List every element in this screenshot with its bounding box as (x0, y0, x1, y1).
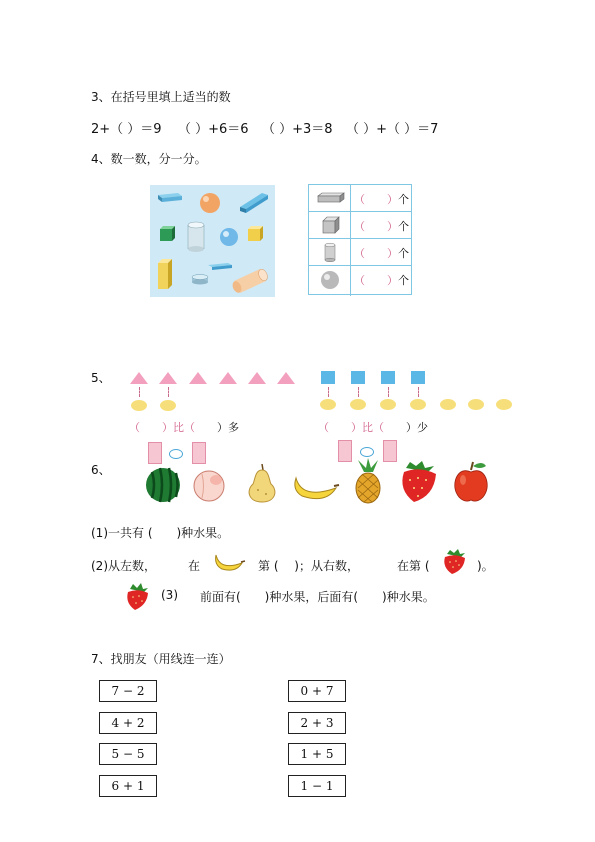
watermelon-icon (146, 468, 180, 502)
match-left-item[interactable]: 6 + 1 (99, 775, 157, 797)
dashed-link (418, 387, 419, 397)
square-shape (351, 371, 365, 384)
square-shape (411, 371, 425, 384)
pear-icon (249, 464, 275, 502)
triangle-shape (277, 372, 295, 384)
dashed-link (388, 387, 389, 397)
q6-line3-b: 前面有( )种水果，后面有( )种水果。 (200, 590, 435, 604)
q5-left-open: （ (129, 421, 140, 434)
count-unit: 个 (398, 193, 409, 206)
peach-icon (194, 471, 224, 501)
cuboid-shape (208, 263, 232, 270)
triangle-shape (248, 372, 266, 384)
q6-label: 6、 (91, 463, 111, 477)
sphere-icon (312, 269, 348, 289)
triangle-shape (130, 372, 148, 384)
dashed-link (139, 387, 140, 397)
q5-label: 5、 (91, 371, 111, 385)
q5-left-bi: ）比（ (162, 421, 195, 434)
oval-shape (320, 399, 336, 410)
oval-shape (131, 400, 147, 411)
oval-shape (350, 399, 366, 410)
strawberry-icon (402, 461, 436, 502)
q5-right-group (318, 370, 518, 420)
match-right-item[interactable]: 2 + 3 (288, 712, 346, 734)
q5-right-sentence (318, 419, 428, 435)
cylinder-shape (192, 275, 208, 285)
cuboid-shape (158, 259, 172, 289)
q3-title: 3、在括号里填上适当的数 (91, 90, 231, 104)
q5-left-sentence (129, 419, 239, 435)
q6-line2-c: 第 ( )；从右数， (258, 559, 359, 573)
compare-circle[interactable] (360, 447, 374, 457)
square-shape (321, 371, 335, 384)
triangle-shape (189, 372, 207, 384)
square-shape (381, 371, 395, 384)
cuboid-shape (158, 193, 182, 202)
fruit-row (142, 458, 492, 504)
banana-icon (214, 549, 246, 573)
cylinder-shape (188, 222, 204, 252)
count-row-sphere (308, 265, 412, 295)
match-left-item[interactable]: 4 + 2 (99, 712, 157, 734)
banana-icon (295, 478, 339, 499)
count-row-cylinder (308, 238, 412, 265)
oval-shape (160, 400, 176, 411)
cuboid-icon (312, 188, 348, 208)
match-right-item[interactable]: 1 + 5 (288, 743, 346, 765)
oval-shape (440, 399, 456, 410)
count-unit: 个 (398, 220, 409, 233)
count-blank[interactable]: （ ） (354, 220, 398, 233)
q5-left-duo: ）多 (217, 421, 239, 434)
q6-line2-e: )。 (477, 559, 494, 573)
count-blank[interactable]: （ ） (354, 247, 398, 260)
q6-line2-a: (2)从左数， (91, 559, 156, 573)
shapes-panel (150, 185, 275, 297)
count-blank[interactable]: （ ） (354, 274, 398, 287)
q6-line2-d: 在第 ( (397, 559, 430, 573)
cube-icon (312, 215, 348, 235)
cuboid-shape (240, 193, 268, 213)
strawberry-icon (441, 549, 467, 575)
q6-line3-a: (3) (161, 588, 178, 602)
oval-shape (380, 399, 396, 410)
pineapple-icon (356, 458, 380, 503)
dashed-link (328, 387, 329, 397)
q5-right-open: （ (318, 421, 329, 434)
match-right-item[interactable]: 0 + 7 (288, 680, 346, 702)
q3-equation-1: 2+（ ）＝9 (91, 122, 162, 137)
square-row (318, 370, 438, 386)
cube-shape (160, 226, 175, 241)
q3-equation-4: （ ）+（ ）＝7 (346, 122, 439, 137)
cube-shape (248, 226, 263, 241)
cylinder-shape (231, 268, 269, 294)
count-row-cuboid (308, 184, 412, 211)
oval-shape (410, 399, 426, 410)
oval-shape (496, 399, 512, 410)
q5-right-bi: ）比（ (351, 421, 384, 434)
count-unit: 个 (398, 274, 409, 287)
sphere-shape (200, 193, 220, 213)
count-row-cube (308, 211, 412, 238)
dashed-link (358, 387, 359, 397)
q3-equation-3: （ ）+3＝8 (262, 122, 333, 137)
sphere-shape (220, 228, 238, 246)
q4-title: 4、数一数，分一分。 (91, 152, 207, 166)
match-left-item[interactable]: 7 − 2 (99, 680, 157, 702)
fruit-illustration (142, 458, 492, 504)
shapes-illustration (150, 185, 275, 297)
count-blank[interactable]: （ ） (354, 193, 398, 206)
triangle-shape (159, 372, 177, 384)
q7-title: 7、找朋友（用线连一连） (91, 652, 231, 666)
q6-line2-b: 在 (188, 559, 201, 573)
strawberry-icon (124, 583, 150, 611)
q6-line1: (1)一共有 ( )种水果。 (91, 526, 230, 540)
apple-icon (455, 462, 487, 501)
match-right-item[interactable]: 1 − 1 (288, 775, 346, 797)
match-left-item[interactable]: 5 − 5 (99, 743, 157, 765)
count-unit: 个 (398, 247, 409, 260)
q5-right-shao: ）少 (406, 421, 428, 434)
dashed-link (168, 387, 169, 397)
cylinder-icon (312, 242, 348, 262)
q3-equation-2: （ ）+6＝6 (178, 122, 249, 137)
oval-shape (468, 399, 484, 410)
triangle-row (127, 370, 297, 386)
triangle-shape (219, 372, 237, 384)
